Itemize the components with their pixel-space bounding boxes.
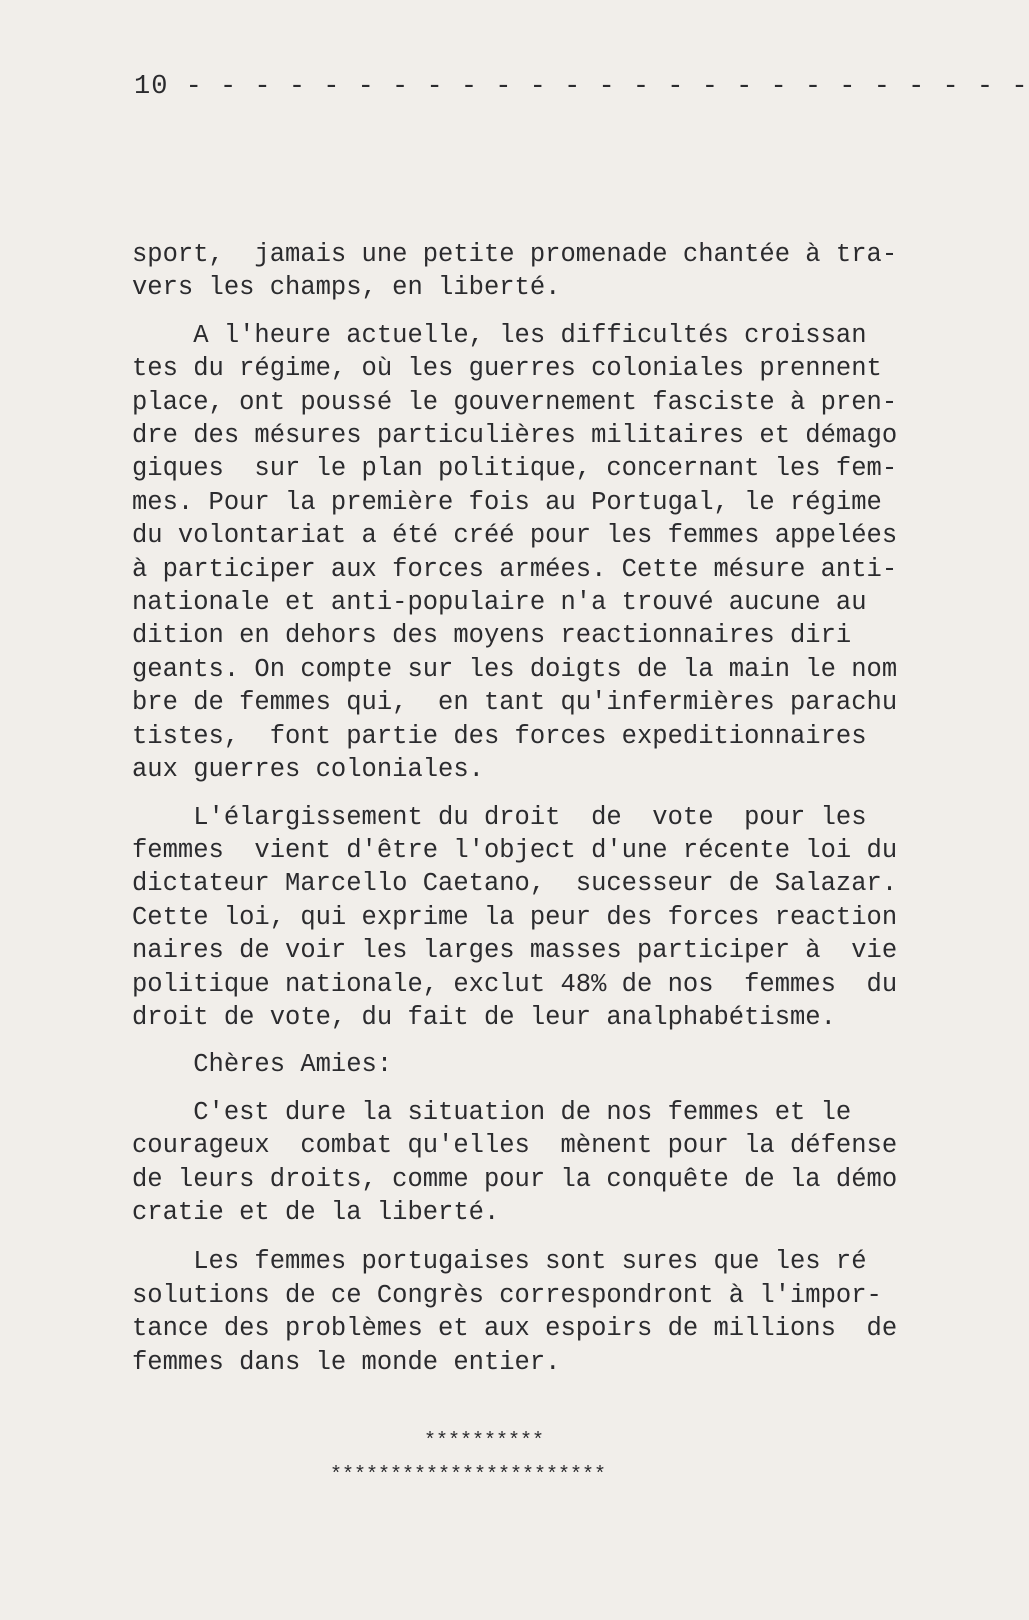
text-line: sport, jamais une petite promenade chantée à tra- [132,240,898,269]
salutation: Chères Amies: [132,1050,393,1080]
text-line: Cette loi, qui exprime la peur des forces reaction [132,902,898,932]
paragraph [132,801,932,1035]
paragraph [132,319,932,787]
text-line: tance des problèmes et aux espoirs de millions de [132,1314,898,1344]
text-line: du volontariat a été créé pour les femmes appelées [132,521,898,551]
page-number: 10 [134,72,169,102]
text-line: A l'heure actuelle, les difficultés croissan [132,320,867,350]
text-line: de leurs droits, comme pour la conquête de la démo [132,1164,898,1194]
paragraph [132,238,932,305]
text-line: à participer aux forces armées. Cette mésure anti- [132,554,898,584]
text-line: dre des mésures particulières militaires et démago [132,421,898,451]
text-line: droit de vote, du fait de leur analphabétisme. [132,1002,836,1032]
text-line: geants. On compte sur les doigts de la main le nom [132,654,898,684]
text-line: femmes dans le monde entier. [132,1347,561,1377]
text-line: bre de femmes qui, en tant qu'infermières parachu [132,688,898,718]
text-line: solutions de ce Congrès correspondront à l'impor- [132,1280,882,1310]
text-line: nationale et anti-populaire n'a trouvé aucune au [132,588,867,618]
text-line: dictateur Marcello Caetano, sucesseur de Salazar. [132,869,898,899]
text-line: C'est dure la situation de nos femmes et le [132,1097,852,1127]
paragraph [132,1245,932,1379]
text-line: tistes, font partie des forces expeditionnaires [132,721,867,751]
text-line: courageux combat qu'elles mènent pour la défense [132,1131,898,1161]
closing-stars-long: *********************** [330,1464,607,1487]
text-line: femmes vient d'être l'object d'une récente loi du [132,835,898,865]
text-line: tes du régime, où les guerres coloniales prennent [132,354,882,384]
text-line: place, ont poussé le gouvernement fasciste à pren- [132,387,898,417]
paragraph [132,1096,932,1230]
text-line: giques sur le plan politique, concernant les fem- [132,454,898,484]
text-line: dition en dehors des moyens reactionnaires diri [132,621,852,651]
paragraph [132,1048,932,1081]
text-line: Les femmes portugaises sont sures que les ré [132,1247,867,1277]
header-dash-rule: - - - - - - - - - - - - - - - - - - - - - - - - - [168,72,1029,102]
text-line: mes. Pour la première fois au Portugal, le régime [132,487,882,517]
text-line: politique nationale, exclut 48% de nos femmes du [132,969,898,999]
text-line: naires de voir les larges masses participer à vie [132,936,898,966]
text-line: vers les champs, en liberté. [132,273,561,303]
page-header [134,72,1029,102]
body-text [132,238,932,1379]
closing-stars-short: ********** [424,1430,545,1453]
text-line: L'élargissement du droit de vote pour les [132,802,867,832]
text-line: aux guerres coloniales. [132,755,484,785]
text-line: cratie et de la liberté. [132,1197,500,1227]
